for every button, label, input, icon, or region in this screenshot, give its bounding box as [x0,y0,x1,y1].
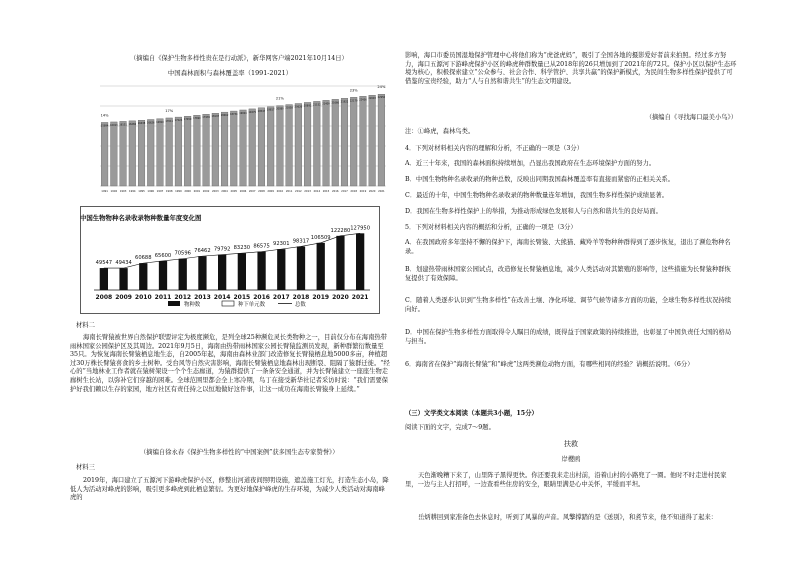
chart1-tick-label: 1991 [101,190,108,193]
q4-option-b: B．中国生物物种名录收录的物种总数，反映出同期我国森林覆盖率有直接而紧密的正相关关系。 [405,176,675,183]
chart2-value-label: 106509 [310,234,331,241]
chart1-tick-label: 1994 [128,190,136,193]
material2-heading: 材料二 [76,322,95,329]
chart2-legend-species: 物种数 [184,302,201,308]
chart1-value-label: 17939 [202,116,210,120]
chart1-value-label: 16810 [156,120,164,124]
chart1-tick-label: 2019 [359,190,367,193]
chart2-tick-label: 2020 [332,294,349,301]
source-citation-1: （摘编自《保护生物多样性贵在是行动派》，新华网客户端2021年10月14日） [130,55,348,62]
chart1-bar [277,106,284,186]
story-author: 岸樱鸥 [561,456,581,463]
chart1-tick-label: 1992 [110,190,118,193]
chart2-bar [277,249,285,290]
chart1-bar [258,108,265,186]
chart2-tick-label: 2015 [233,294,251,301]
chart2-tick-label: 2013 [194,294,211,301]
chart2-legend-subspecies: 种下单元数 [238,302,265,308]
chart2-value-label: 83230 [233,245,251,252]
q4-option-c: C．最近的十年，中国生物物种名录收录的物种数量连年增加，我国生物多样性保护成绩显著。 [405,192,668,199]
chart2-bar [336,236,344,290]
chart1-bar [286,105,293,186]
chart1-bar [129,121,136,186]
chart1-bar [184,116,191,186]
chart1-value-label: 16626 [146,121,155,125]
chart2-value-label: 70596 [174,250,191,257]
chart1-value-label: 18734 [229,113,238,117]
chart1-value-label: 16438 [137,122,146,126]
chart1-value-label: 17224 [174,119,183,123]
chart1-bar [221,112,228,186]
chart1-tick-label: 2007 [248,190,256,193]
chart2-bar [198,256,206,290]
chart2-value-label: 49434 [115,260,132,267]
chart2-value-label: 49547 [95,260,113,267]
chart1-value-label: 20358 [285,106,293,110]
q4-option-a: A．近三十年来，我国的森林面积持续增加，凸显出我国政府在生态环境保护方面的努力。 [405,160,656,167]
chart2-legend-swatch-species [168,301,180,306]
chart1-value-label: 20891 [303,104,312,108]
chart2-tick-label: 2018 [292,294,310,301]
chart1-tick-label: 1996 [147,190,155,193]
chart1-value-label: 20089 [276,107,284,111]
chart1-value-label: 22693 [368,97,376,101]
q6-stem: 6．海南省在保护“海南长臂猿”和“峰虎”这两类濒危动物方面，有哪些相同的经验？请概括说明。（6分） [405,361,694,368]
chart1-tick-label: 2002 [202,190,210,193]
chart2-bar [179,259,187,290]
chart1-rate-label: 14% [100,113,109,118]
chart2-value-label: 79792 [213,246,231,253]
chart1-rate-label: 23% [349,88,358,93]
chart1-bar [203,114,210,186]
chart1-bar [194,115,201,186]
chart1-value-label: 20626 [294,105,303,109]
chart2-bar [159,261,167,290]
chart1-value-label: 16286 [128,122,137,126]
forest-chart [98,78,388,196]
chart1-bar [341,98,348,186]
chart2-tick-label: 2021 [351,294,369,301]
chart1-value-label: 21666 [331,101,340,105]
reading-instruction: 阅读下面的文字，完成7～9题。 [405,424,495,431]
chart1-tick-label: 2003 [212,190,219,193]
chart1-value-label: 21409 [322,102,330,106]
chart2-bar [238,253,246,290]
q4-option-d: D．我国在生物多样性保护上的举措，为推动形成绿色发展和人与自然和谐共生的良好局面。 [405,208,662,215]
chart1-tick-label: 2020 [368,190,376,193]
story-paragraph-2: 岳炳耕回到家准备色去休息时，听到了风暴的声音。风擎撑踏的是《送别》，和煮节来，他不知道得了起来： [418,514,718,521]
chart1-bar [240,110,247,186]
chart1-value-label: 19547 [257,109,266,113]
source-citation-2: （摘编自徐永春《保护生物多样性的“中国案例”获多国生态专家赞誉》） [140,449,339,456]
q5-option-a: A．在我国政府多年坚持不懈的保护下，海南长臂猿、大熊猫、藏羚羊等物种种群得到了逐步恢复，退出了濒危物种名录。 [405,239,731,255]
chart2-bar [297,246,305,290]
chart1-tick-label: 2008 [258,190,265,193]
chart1-tick-label: 2005 [230,190,238,193]
material2-paragraph: 海南长臂猿被世界自然保护联盟评定为极度濒危，是列全球25种濒危灵长类物种之一，目前仅分布在海南热带雨林国家公园保护区及其周边。2021年9月5日，海南由热带雨林国家公园长臂猿监测员发现，新种群繁衍数量至35只。为恢复海南长臂猿栖息地生态，自2005年起，海南由森林业部门改造修复长臂猿栖息地5000多亩，种植超过30万株长臂猿喜食的乡土树种。受台风等自然灾害影响，海南长臂猿栖息地森林出现断裂、阻隔了猿群迁徙。“经心的”当地林业工作者就在猿树架设一个个生态廊道，为猿群提供了一条条安全通道，并为长臂猿建立一座座生物走廊树生长站，以弥补它们穿越的困难。全球范围里都会全上寒冷期，鸟丁在接受新华社记者采访时说：“我们需要保护好我们赖以生存的家园，地方社区有责任持之以恒地做好这件事，让这一成功在海南长臂猿身上延续。” [70,334,390,393]
story-title: 扶救 [564,440,578,448]
story-paragraph-1: 天色渐晚糟下来了，山里阵子黑得更快。你还要我来走出村前，沿着山村的小路兜了一圈。他时不时走进村民家里，一边与主人打招呼，一边查看些住房的安全，眼睛里满是心中关怀，平缓而平坦。 [405,472,727,488]
chart1-value-label: 17690 [193,117,201,121]
chart2-tick-label: 2017 [272,294,290,301]
chart1-tick-label: 2014 [313,190,321,193]
chart1-bar [360,96,367,186]
chart1-bar [332,99,339,186]
right-column [405,0,737,561]
chart2-value-label: 76462 [194,248,211,255]
q5-option-d: D．中国在保护生物多样性方面取得令人瞩目的成绩，既得益于国家政策的持续推进，也彰显了中国负责任大国的格局与担当。 [405,329,732,345]
chart1-rate-label: 24% [377,85,386,90]
source-citation-3: （摘编自《寻找海口最美小鸟》） [645,114,737,121]
species-chart [80,206,380,314]
chart1-tick-label: 2015 [322,190,330,193]
chart2-tick-label: 2009 [115,294,132,301]
chart2-value-label: 127950 [350,225,371,232]
chart1-rate-label: 17% [165,108,174,113]
left-column [70,0,390,561]
chart2-value-label: 92301 [273,241,290,248]
chart2-tick-label: 2014 [213,294,231,301]
chart1-tick-label: 2021 [378,190,385,193]
chart1-tick-label: 2012 [295,190,302,193]
section3-heading: （三）文学类文本阅读（本题共3小题，15分） [405,410,538,417]
chart1-tick-label: 1995 [138,190,145,193]
chart1-value-label: 18462 [220,114,229,118]
chart2-legend-swatch-subspecies [222,301,234,306]
chart1-bar [267,107,274,186]
chart2-value-label: 60688 [135,255,152,262]
chart2-legend-total: 总数 [295,302,306,308]
chart1-bar [157,119,164,186]
chart1-bar [138,120,145,186]
chart1-bar [120,121,127,186]
chart1-tick-label: 2000 [184,190,191,193]
chart2-tick-label: 2019 [312,294,330,301]
footnote: 注：①峰虎，森林鸟类。 [405,128,475,135]
chart1-value-label: 18197 [211,115,220,119]
chart1-bar [166,118,173,186]
chart1-value-label: 17450 [183,118,192,122]
chart1-bar [249,109,256,186]
chart1-tick-label: 2010 [276,190,284,193]
chart1-tick-label: 1993 [119,190,127,193]
chart2-bar [257,252,265,290]
chart2-bar [356,233,364,290]
chart1-bar [147,119,154,186]
chart1-rate-label: 21% [275,96,284,101]
chart2-tick-label: 2016 [253,294,270,301]
chart1-bar [350,97,357,186]
chart2-bar [317,243,325,290]
chart1-tick-label: 2013 [304,190,311,193]
chart1-bar [212,113,219,186]
q4-stem: 4．下列对材料相关内容的理解和分析，不正确的一项是（3分） [405,145,584,152]
chart1-tick-label: 2006 [239,190,247,193]
chart1-bar [295,103,302,186]
chart2-tick-label: 2011 [154,294,172,301]
chart1-value-label: 19004 [239,111,247,115]
chart2-bar [100,268,108,290]
chart1-bar [369,95,376,186]
chart1-tick-label: 2017 [341,190,348,193]
chart1-value-label: 17011 [165,119,173,123]
chart1-bar [101,122,108,186]
chart1-tick-label: 1997 [156,190,164,193]
chart1-value-label: 22436 [359,98,367,102]
chart1-bar [230,111,237,186]
chart1-bar [313,101,320,186]
q5-option-b: B．划建热带雨林国家公园试点，改造修复长臂猿栖息地，减少人类活动对其繁殖的影响等，这些措施为长臂猿种群恢复提供了有效保障。 [405,266,731,282]
chart1-value-label: 22950 [377,96,386,100]
chart1-tick-label: 2009 [267,190,274,193]
chart1-value-label: 21152 [313,103,321,107]
chart2-bar [119,268,127,290]
chart1-tick-label: 1999 [175,190,182,193]
chart1-bar [378,94,385,186]
chart2-tick-label: 2010 [134,294,152,301]
chart1-bar [111,122,118,186]
material3-paragraph: 2019年，海口建立了五源河下游峰虎保护小区，修整出河道夜间照明设施，遮盖施工灯光，打造生态小岛，降低人为活动对峰虎的影响，吸引更多峰虎到此栖息繁衍。为更好地保护峰虎的生存环境，为减少人类活动对海南峰虎的 [70,477,389,502]
chart2-value-label: 65600 [154,252,172,259]
chart1-bar [323,100,330,186]
chart2-tick-label: 2012 [174,294,192,301]
chart1-tick-label: 2011 [285,190,293,193]
chart1-tick-label: 2018 [350,190,358,193]
chart1-value-label: 16151 [119,123,127,127]
chart2-tick-label: 2008 [95,294,113,301]
chart1-value-label: 19817 [266,108,275,112]
q5-stem: 5．下列对材料相关内容的概括和分析，正确的一项是（3分） [405,224,577,231]
chart1-tick-label: 2004 [221,190,228,193]
chart2-bar [218,255,226,290]
chart1-value-label: 19275 [248,110,257,114]
q5-option-c: C．随着人类逐步认识到“生物多样性”在改善土壤、净化环境、调节气候等诸多方面的功能，全球生物多样性状况持续向好。 [405,297,732,313]
material3-continued: 影响，海口市委员国湿地保护管理中心将他们称为“虎爸虎妈”，吸引了全国各地的摄影爱好者前来拍照。经过多方努力，海口五源河下游峰虎保护小区的峰虎种群数量已从2018年的26只增加到了2021年的72只。保护小区以保护生态环境为核心，积极探索建立“公众参与、社会合作、科学管护、共享共赢”的保护新模式，为民间生物多样性保护提供了可借鉴的宝贵经验，助力“人与自然和谐共生”的生态文明建设。 [405,52,737,85]
chart2-bar [139,263,147,290]
chart1-tick-label: 1998 [165,190,173,193]
chart1-bar [304,102,311,186]
chart1-tick-label: 2001 [193,190,201,193]
chart1-bar [175,117,182,186]
chart1-title: 中国森林面积与森林覆盖率（1991-2021） [167,69,293,77]
chart1-tick-label: 2016 [331,190,339,193]
chart1-value-label: 15894 [100,124,109,128]
chart1-value-label: 21922 [340,100,349,104]
chart2-value-label: 86575 [253,243,270,250]
chart2-value-label: 122280 [330,227,351,234]
chart2-title: 中国生物物种名录收录物种数量年度变化图 [80,214,202,222]
chart1-value-label: 16013 [110,123,118,127]
chart2-value-label: 98317 [292,238,310,245]
chart1-value-label: 22179 [349,99,358,103]
material3-heading: 材料三 [76,464,95,471]
